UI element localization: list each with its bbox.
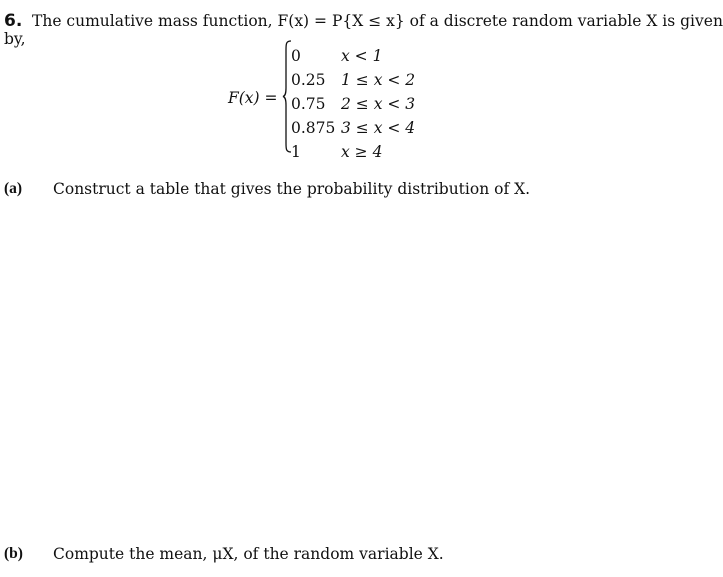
case-value: 0.75 <box>291 95 326 113</box>
case-condition: x < 1 <box>341 47 383 65</box>
part-a-text: Construct a table that gives the probability distribution of X. <box>53 180 531 198</box>
part-a-label: (a) <box>4 180 23 197</box>
case-condition: x ≥ 4 <box>341 143 383 161</box>
question-number: 6. <box>4 11 23 31</box>
question-text-line-1: The cumulative mass function, F(x) = P{X ≤ x} of a discrete random variable X is given <box>32 12 723 30</box>
case-condition: 1 ≤ x < 2 <box>341 71 416 89</box>
case-value: 0 <box>291 47 301 65</box>
case-condition: 3 ≤ x < 4 <box>341 119 416 137</box>
case-condition: 2 ≤ x < 3 <box>341 95 416 113</box>
case-value: 0.25 <box>291 71 326 89</box>
function-lhs: F(x) = <box>228 89 278 107</box>
part-b-label: (b) <box>4 545 23 562</box>
question-text-line-2: by, <box>4 30 26 48</box>
case-value: 1 <box>291 143 301 161</box>
part-b-text: Compute the mean, μX, of the random variable X. <box>53 545 444 563</box>
case-value: 0.875 <box>291 119 336 137</box>
